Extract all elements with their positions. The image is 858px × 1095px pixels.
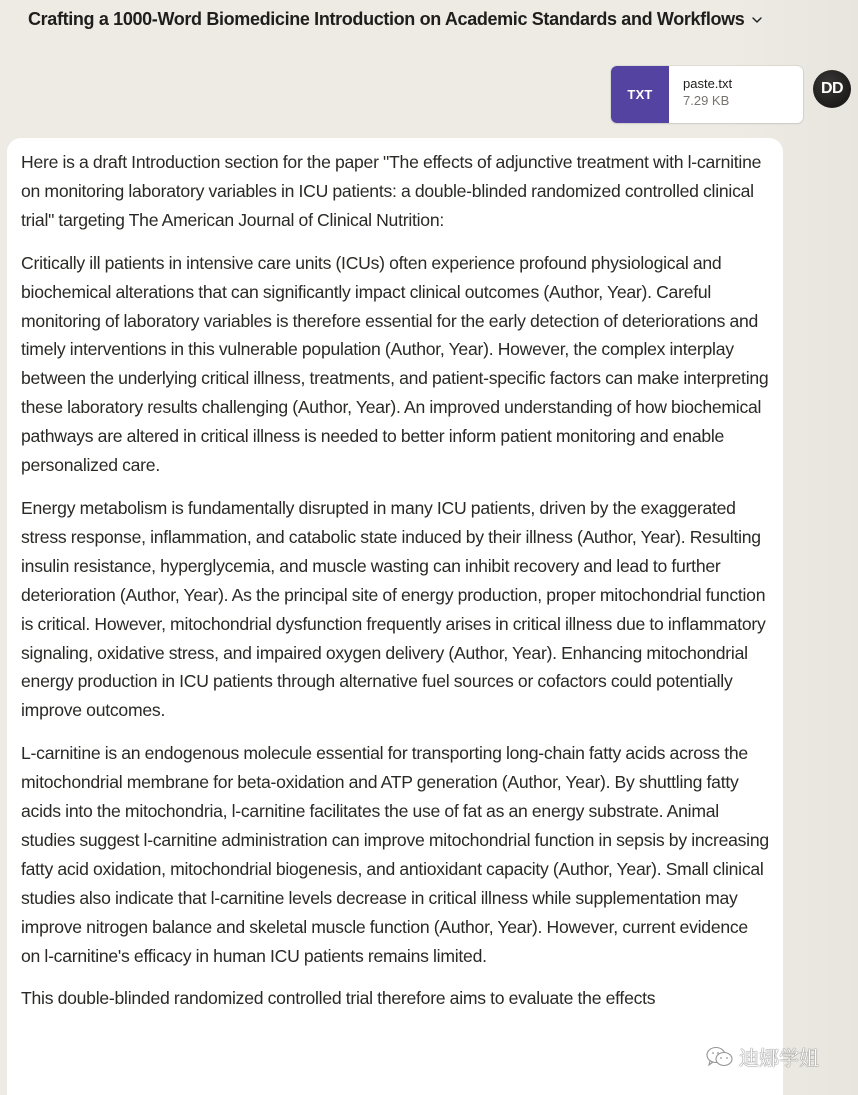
watermark-text: 迪娜学姐 [739, 1048, 819, 1070]
chevron-down-icon[interactable] [750, 13, 764, 27]
message-paragraph: Critically ill patients in intensive care units (ICUs) often experience profound physiological and biochemical alterations that can significantly impact clinical outcomes (Author, Year). Careful monitoring of laboratory variables is therefore essential for the early detection of deteriorations and timely interventions in this vulnerable population (Author, Year). However, the complex interplay between the underlying critical illness, treatments, and patient-specific factors can make interpreting these laboratory results challenging (Author, Year). An improved understanding of how biochemical pathways are altered in critical illness is needed to better inform patient monitoring and enable personalized care. [21, 252, 769, 476]
user-avatar[interactable]: DD [813, 70, 851, 108]
message-paragraph: This double-blinded randomized controlled trial therefore aims to evaluate the effects [21, 988, 656, 1009]
assistant-message [7, 138, 783, 1095]
file-size: 7.29 KB [683, 93, 730, 108]
conversation-title-menu[interactable] [28, 6, 764, 32]
file-name: paste.txt [683, 76, 733, 91]
message-paragraph: Energy metabolism is fundamentally disrupted in many ICU patients, driven by the exaggerated stress response, inflammation, and catabolic state induced by their illness (Author, Year). Resulting insulin resistance, hyperglycemia, and muscle wasting can inhibit recovery and lead to further deterioration (Author, Year). As the principal site of energy production, proper mitochondrial function is critical. However, mitochondrial dysfunction frequently arises in critical illness due to inflammatory signaling, oxidative stress, and impaired oxygen delivery (Author, Year). Enhancing mitochondrial energy production in ICU patients through alternative fuel sources or cofactors could potentially improve outcomes. [21, 497, 766, 721]
conversation-title: Crafting a 1000-Word Biomedicine Introduction on Academic Standards and Workflows [28, 8, 745, 29]
file-attachment[interactable] [611, 66, 803, 123]
message-paragraph: L-carnitine is an endogenous molecule essential for transporting long-chain fatty acids across the mitochondrial membrane for beta-oxidation and ATP generation (Author, Year). By shuttling fatty acids into the mitochondria, l-carnitine facilitates the use of fat as an energy substrate. Animal studies suggest l-carnitine administration can improve mitochondrial function in sepsis by increasing fatty acid oxidation, mitochondrial biogenesis, and antioxidant capacity (Author, Year). Small clinical studies also indicate that l-carnitine levels decrease in critical illness while supplementation may improve nitrogen balance and skeletal muscle function (Author, Year). However, current evidence on l-carnitine's efficacy in human ICU patients remains limited. [21, 743, 769, 966]
file-type-badge: TXT [611, 66, 669, 123]
watermark [705, 1042, 819, 1071]
message-paragraph: Here is a draft Introduction section for the paper "The effects of adjunctive treatment with l-carnitine on monitoring laboratory variables in ICU patients: a double-blinded randomized controlled clinical trial" targeting The American Journal of Clinical Nutrition: [21, 152, 762, 230]
file-info [669, 66, 732, 123]
wechat-icon [705, 1045, 735, 1069]
